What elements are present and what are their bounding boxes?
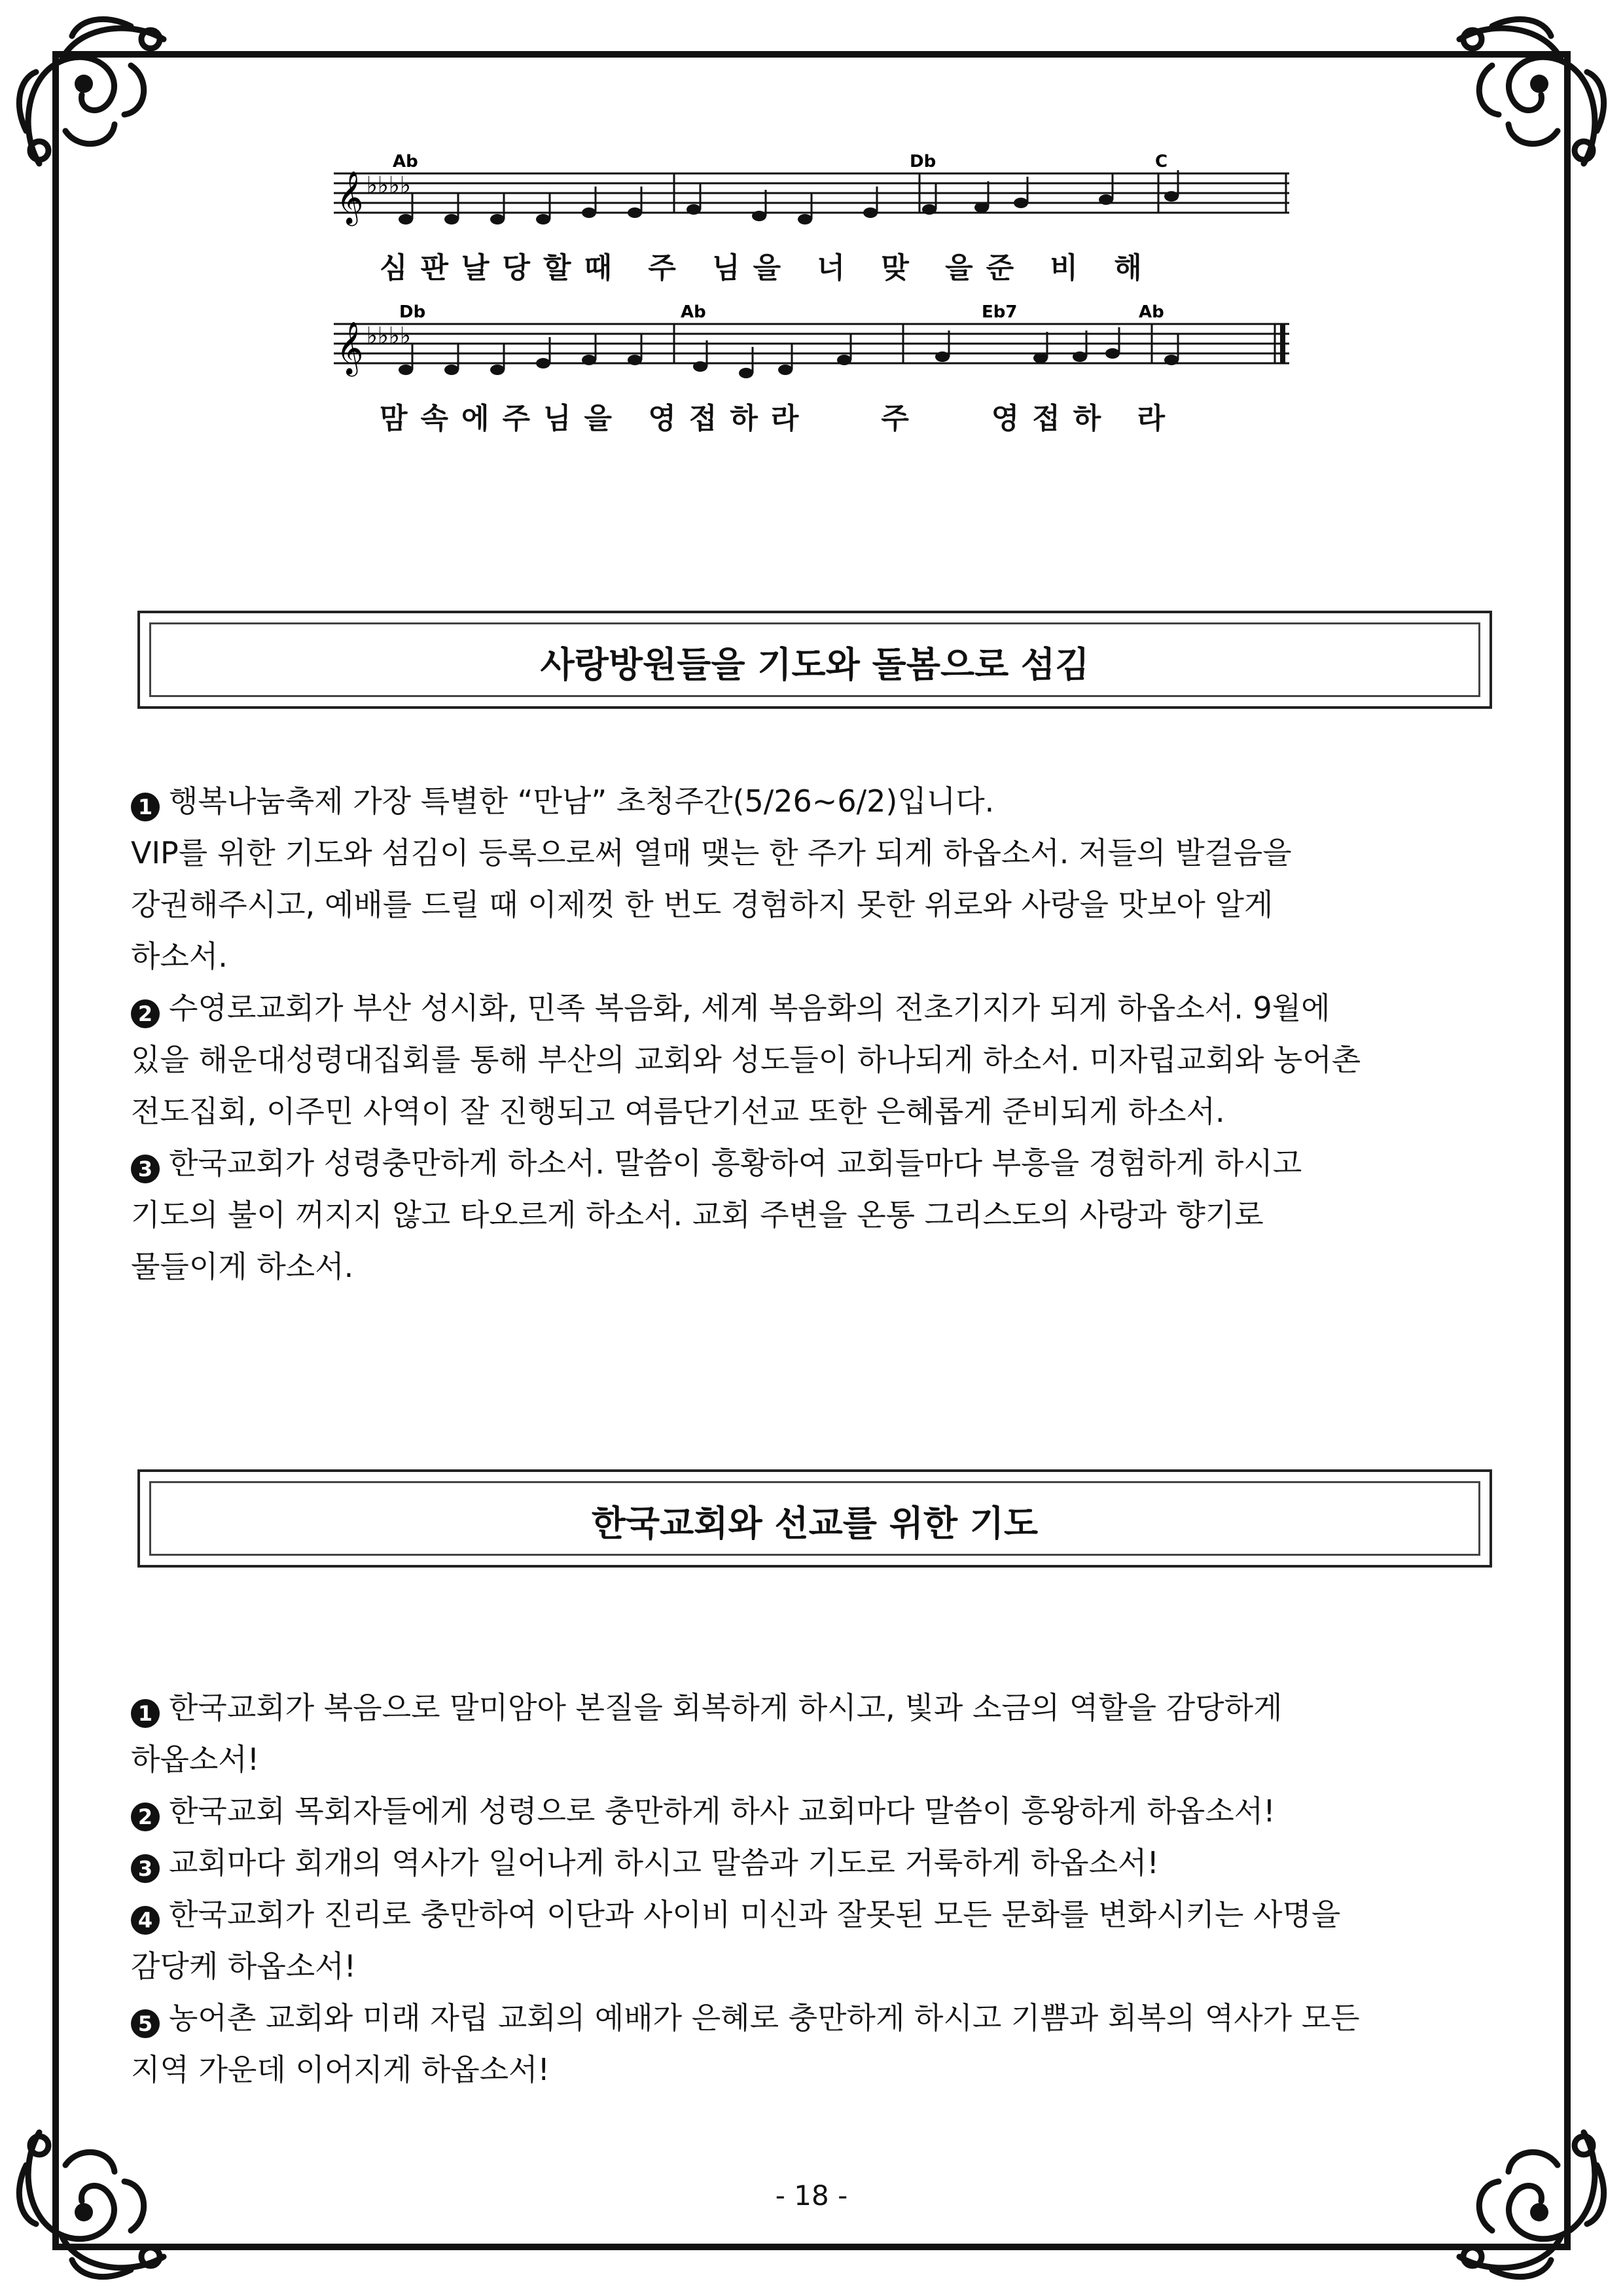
chord-label: C <box>1155 152 1168 171</box>
chord-label: Ab <box>1139 302 1164 322</box>
prayer-line: 하소서. <box>131 939 228 974</box>
music-note <box>490 365 505 375</box>
prayer-line: 감당케 하옵소서! <box>131 1948 357 1984</box>
music-note <box>974 202 989 213</box>
music-staff-line-2 <box>327 298 1296 435</box>
page-number: - 18 - <box>775 2179 848 2212</box>
chord-label: Eb7 <box>982 302 1018 322</box>
prayer-line: 전도집회, 이주민 사역이 잘 진행되고 여름단기선교 또한 은혜롭게 준비되게 하소서. <box>131 1094 1225 1129</box>
prayer-item <box>131 1889 1505 1941</box>
prayer-line: 지역 가운데 이어지게 하옵소서! <box>131 2052 550 2087</box>
music-note <box>687 204 701 215</box>
music-note <box>1014 198 1028 208</box>
music-note <box>536 214 550 224</box>
music-note <box>628 355 642 365</box>
prayer-item <box>131 776 1505 827</box>
music-note <box>837 355 851 365</box>
music-note <box>399 365 413 375</box>
music-note <box>399 214 413 224</box>
staff-1-graphic <box>327 147 1296 232</box>
number-bullet-icon: 5 <box>131 2009 160 2038</box>
svg-text:𝄞: 𝄞 <box>336 170 364 224</box>
lyrics-line-1: 심판날당할때 주 님을 너 맞 을준 비 해 <box>380 251 1155 285</box>
music-note <box>444 214 459 224</box>
corner-ornament-top-right <box>1427 0 1623 196</box>
prayer-line: 하옵소서! <box>131 1742 260 1777</box>
music-note <box>863 207 878 218</box>
number-bullet-icon: 2 <box>131 999 160 1028</box>
music-note <box>490 214 505 224</box>
svg-text:𝄞: 𝄞 <box>336 321 364 374</box>
section-header-1 <box>137 611 1492 709</box>
music-note <box>922 204 936 215</box>
chord-label: Ab <box>393 152 418 171</box>
prayer-line: 한국교회 목회자들에게 성령으로 충만하게 하사 교회마다 말씀이 흥왕하게 하옵소서! <box>169 1793 1275 1829</box>
music-note <box>536 358 550 368</box>
prayer-item <box>131 1785 1505 1837</box>
prayer-list-1 <box>131 776 1505 1293</box>
prayer-line: VIP를 위한 기도와 섬김이 등록으로써 열매 맺는 한 주가 되게 하옵소서. 저들의 발걸음을 <box>131 835 1292 870</box>
prayer-item <box>131 982 1505 1034</box>
music-note <box>752 211 766 221</box>
staff-2-graphic <box>327 298 1296 383</box>
music-note <box>798 214 812 224</box>
prayer-line: 있을 해운대성령대집회를 통해 부산의 교회와 성도들이 하나되게 하소서. 미자립교회와 농어촌 <box>131 1042 1361 1077</box>
prayer-line: 한국교회가 복음으로 말미암아 본질을 회복하게 하시고, 빛과 소금의 역할을 감당하게 <box>169 1690 1283 1725</box>
prayer-line: 교회마다 회개의 역사가 일어나게 하시고 말씀과 기도로 거룩하게 하옵소서! <box>169 1845 1159 1880</box>
music-note <box>1164 355 1179 365</box>
prayer-item <box>131 1837 1505 1889</box>
prayer-line: 농어촌 교회와 미래 자립 교회의 예배가 은혜로 충만하게 하시고 기쁨과 회복의 역사가 모든 <box>169 2000 1360 2036</box>
music-note <box>582 355 596 365</box>
svg-text:♭♭♭♭: ♭♭♭♭ <box>366 172 411 199</box>
music-staff-line-1 <box>327 147 1296 285</box>
prayer-item <box>131 1992 1505 2044</box>
music-note <box>1105 348 1120 359</box>
number-bullet-icon: 1 <box>131 793 160 821</box>
prayer-item <box>131 1138 1505 1189</box>
number-bullet-icon: 3 <box>131 1155 160 1183</box>
prayer-line: 한국교회가 성령충만하게 하소서. 말씀이 흥황하여 교회들마다 부흥을 경험하게 하시고 <box>169 1145 1302 1181</box>
music-note <box>935 351 950 362</box>
music-note <box>582 207 596 218</box>
section-header-2 <box>137 1469 1492 1568</box>
prayer-line: 한국교회가 진리로 충만하여 이단과 사이비 미신과 잘못된 모든 문화를 변화시키는 사명을 <box>169 1897 1341 1932</box>
number-bullet-icon: 4 <box>131 1906 160 1935</box>
chord-label: Db <box>910 152 936 171</box>
chord-label: Ab <box>681 302 706 322</box>
prayer-line: 기도의 불이 꺼지지 않고 타오르게 하소서. 교회 주변을 온통 그리스도의 사랑과 향기로 <box>131 1197 1264 1232</box>
number-bullet-icon: 2 <box>131 1803 160 1831</box>
lyrics-line-2: 맘속에주님을 영접하라 주 영접하 라 <box>380 402 1179 435</box>
music-note <box>628 207 642 218</box>
prayer-line: 수영로교회가 부산 성시화, 민족 복음화, 세계 복음화의 전초기지가 되게 하옵소서. 9월에 <box>169 990 1330 1026</box>
svg-text:♭♭♭♭: ♭♭♭♭ <box>366 323 411 350</box>
sheet-music <box>327 147 1296 435</box>
prayer-line: 물들이게 하소서. <box>131 1249 354 1284</box>
section-title: 사랑방원들을 기도와 돌봄으로 섬김 <box>540 644 1090 685</box>
number-bullet-icon: 3 <box>131 1854 160 1883</box>
chord-label: Db <box>399 302 426 322</box>
prayer-item <box>131 1682 1505 1734</box>
music-note <box>778 365 793 375</box>
music-note <box>1164 191 1179 202</box>
prayer-line: 강권해주시고, 예배를 드릴 때 이제껏 한 번도 경험하지 못한 위로와 사랑을 맛보아 알게 <box>131 887 1274 922</box>
music-note <box>1033 353 1048 363</box>
section-title: 한국교회와 선교를 위한 기도 <box>591 1503 1039 1544</box>
prayer-line: 행복나눔축제 가장 특별한 “만남” 초청주간(5/26~6/2)입니다. <box>169 783 995 819</box>
prayer-list-2 <box>131 1682 1505 2096</box>
music-note <box>1099 194 1113 205</box>
corner-ornament-top-left <box>0 0 196 196</box>
music-note <box>1073 351 1087 362</box>
number-bullet-icon: 1 <box>131 1699 160 1728</box>
music-note <box>444 365 459 375</box>
music-note <box>739 368 753 378</box>
music-note <box>693 361 707 372</box>
